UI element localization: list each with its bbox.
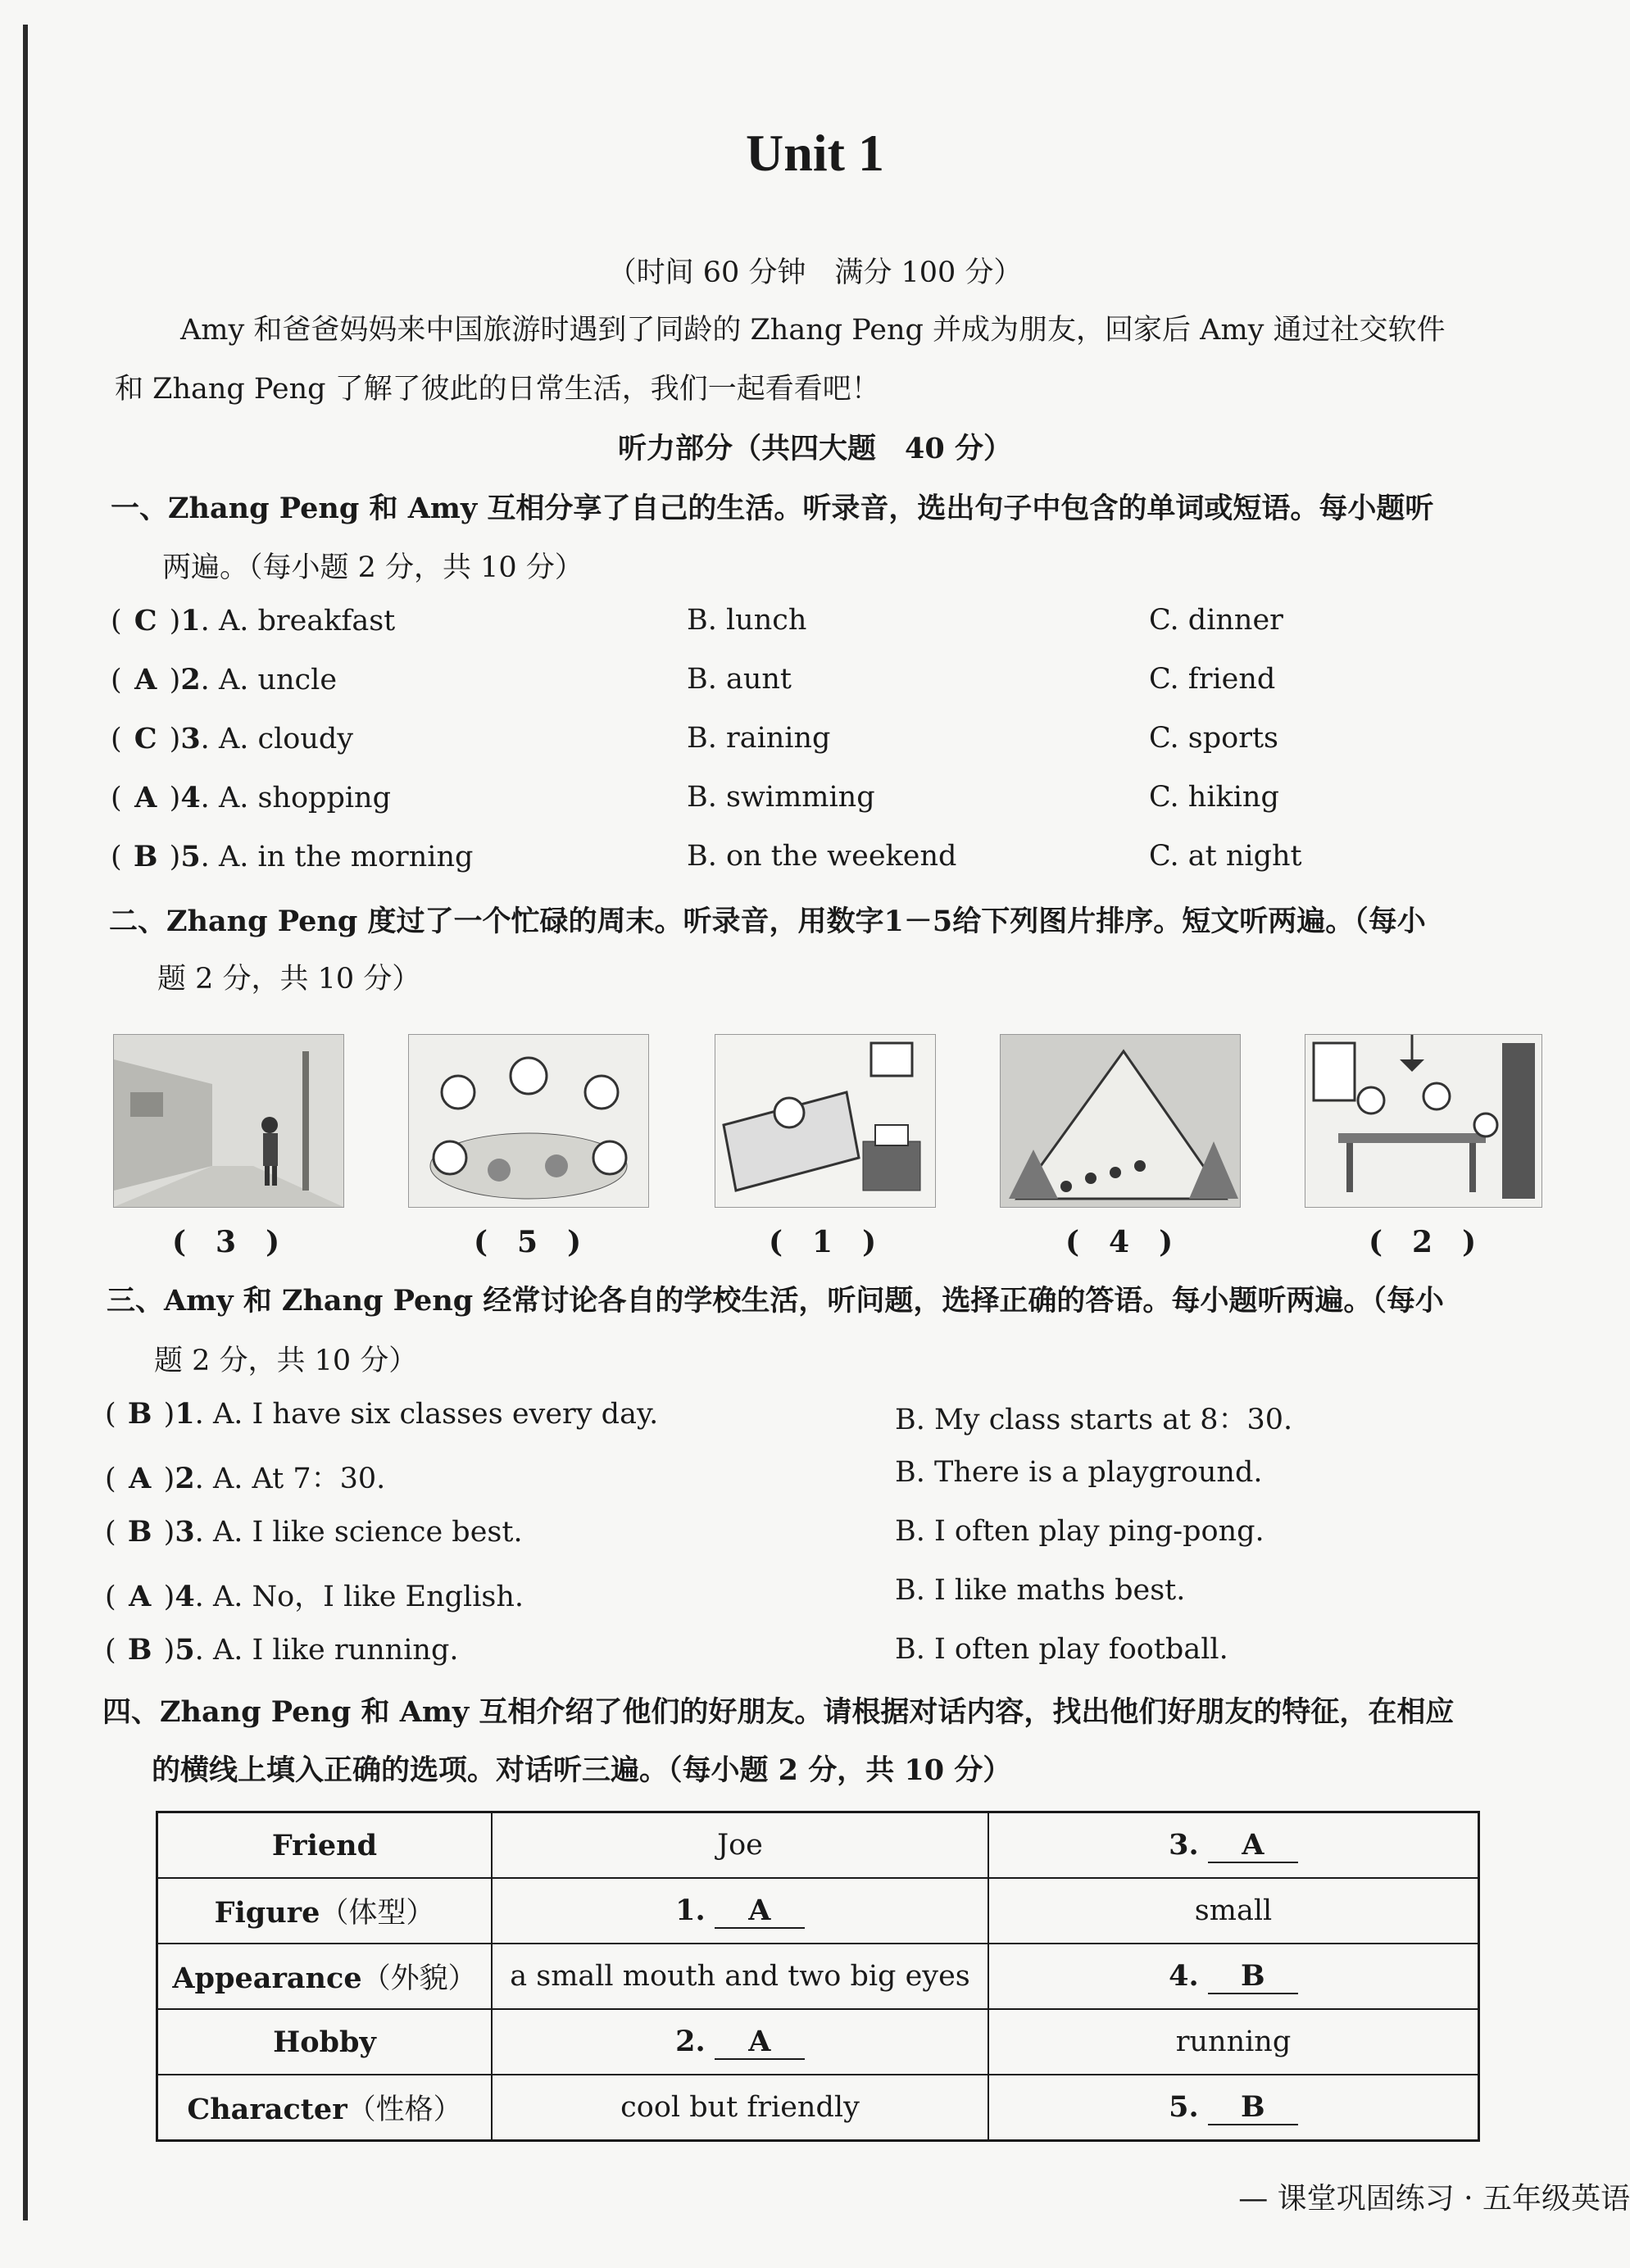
section3-instruction-1: 三、Amy 和 Zhang Peng 经常讨论各自的学校生活，听问题，选择正确的答语。每小题听两遍。（每小 — [107, 1284, 1444, 1318]
table-row — [157, 1812, 1479, 1879]
option-b: B. I often play ping-pong. — [895, 1515, 1264, 1548]
option-b: B. raining — [687, 722, 831, 755]
section1-instruction-1: 一、Zhang Peng 和 Amy 互相分享了自己的生活。听录音，选出句子中包含的单词或短语。每小题听 — [111, 492, 1434, 525]
picture-order-answer: ( 5 ) — [474, 1225, 582, 1259]
row-header-en: Character — [187, 2093, 347, 2126]
table-row — [157, 2009, 1479, 2075]
question-number: 3 — [180, 722, 201, 755]
picnic-friends-picture — [408, 1034, 649, 1208]
dinner-table-icon — [1305, 1035, 1541, 1207]
table-row — [157, 1878, 1479, 1944]
answer-bracket: ( B )1. A. I have six classes every day. — [105, 1397, 659, 1431]
row-header-cn: （体型） — [320, 1897, 435, 1930]
answer-choice: A — [134, 781, 157, 814]
answer-choice: B — [133, 840, 158, 873]
answer-choice: B — [127, 1397, 152, 1431]
answer-bracket: ( A )2. A. At 7：30. — [105, 1462, 386, 1495]
row-header — [157, 1944, 493, 2009]
answer-choice: C — [134, 722, 157, 755]
table-cell — [492, 2009, 988, 2075]
binding-rule — [23, 25, 28, 2220]
intro-line-1: Amy 和爸爸妈妈来中国旅游时遇到了同龄的 Zhang Peng 并成为朋友，回家后 Amy 通过社交软件 — [180, 314, 1446, 347]
bed-clock-icon — [715, 1035, 935, 1207]
order-number: 3 — [216, 1225, 237, 1259]
section2-instruction-1: 二、Zhang Peng 度过了一个忙碌的周末。听录音，用数字1－5给下列图片排序。短文听两遍。（每小 — [109, 905, 1426, 938]
picture-order-answer: ( 1 ) — [769, 1225, 877, 1259]
option-c: C. sports — [1149, 722, 1278, 755]
section2-instruction-2: 题 2 分，共 10 分） — [157, 963, 421, 996]
fill-in-answer: A — [715, 1894, 805, 1929]
table-cell — [988, 1878, 1479, 1944]
time-info: （时间 60 分钟 满分 100 分） — [607, 256, 1023, 289]
order-number: 4 — [1109, 1225, 1130, 1259]
picture-order-answer: ( 2 ) — [1369, 1225, 1477, 1259]
order-number: 1 — [812, 1225, 833, 1259]
option-c: C. friend — [1149, 663, 1276, 696]
option-a: A. cloudy — [218, 723, 354, 755]
option-c: C. dinner — [1149, 604, 1283, 637]
row-header-en: Figure — [214, 1896, 320, 1930]
blank-number: 5. — [1169, 2089, 1199, 2124]
answer-choice: A — [129, 1462, 152, 1495]
option-a: A. At 7：30. — [212, 1463, 386, 1495]
option-b: B. lunch — [687, 604, 807, 637]
mountain-hiking-picture — [1000, 1034, 1241, 1208]
option-a: A. breakfast — [218, 605, 396, 637]
table-cell — [492, 1812, 988, 1879]
friends-table — [156, 1811, 1480, 2142]
intro-line-2: 和 Zhang Peng 了解了彼此的日常生活，我们一起看看吧！ — [115, 373, 880, 406]
row-header-en: Hobby — [273, 2025, 376, 2059]
option-a: A. I have six classes every day. — [212, 1398, 659, 1431]
cell-text: Joe — [717, 1829, 763, 1862]
option-b: B. swimming — [687, 781, 875, 814]
question-number: 4 — [180, 781, 201, 814]
question-number: 3 — [175, 1515, 195, 1549]
cell-text: running — [1175, 2025, 1292, 2058]
row-header-en: Friend — [271, 1828, 378, 1862]
blank-number: 1. — [675, 1893, 706, 1927]
family-dinner-picture — [1305, 1034, 1542, 1208]
table-row — [157, 2075, 1479, 2141]
picnic-icon — [409, 1035, 648, 1207]
option-a: A. No，I like English. — [212, 1581, 524, 1613]
fill-in-answer: B — [1208, 1960, 1298, 1994]
cell-text: cool but friendly — [620, 2091, 860, 2124]
answer-choice: B — [127, 1633, 152, 1667]
option-b: B. I often play football. — [895, 1633, 1228, 1666]
row-header — [157, 1812, 493, 1879]
answer-bracket: ( A )4. A. shopping — [111, 781, 391, 814]
row-header-cn: （性格） — [347, 2093, 462, 2126]
section3-instruction-2: 题 2 分，共 10 分） — [154, 1345, 418, 1377]
answer-bracket: ( C )1. A. breakfast — [111, 604, 396, 637]
section4-instruction-2: 的横线上填入正确的选项。对话听三遍。（每小题 2 分，共 10 分） — [152, 1753, 1012, 1787]
cell-text: a small mouth and two big eyes — [510, 1960, 970, 1993]
row-header — [157, 2009, 493, 2075]
row-header — [157, 1878, 493, 1944]
option-a: A. I like running. — [212, 1634, 459, 1667]
blank-number: 3. — [1169, 1827, 1199, 1862]
picture-order-answer: ( 3 ) — [172, 1225, 280, 1259]
fill-in-answer: A — [1208, 1829, 1298, 1863]
option-b: B. There is a playground. — [895, 1456, 1263, 1489]
option-c: C. hiking — [1149, 781, 1279, 814]
table-cell — [988, 1812, 1479, 1879]
cell-text: small — [1194, 1894, 1273, 1927]
row-header-cn: （外貌） — [361, 1962, 477, 1995]
mountain-icon — [1001, 1035, 1240, 1207]
question-number: 5 — [175, 1633, 195, 1667]
option-c: C. at night — [1149, 840, 1302, 873]
question-number: 1 — [180, 604, 201, 637]
fill-in-answer: A — [715, 2025, 805, 2060]
listening-header: 听力部分（共四大题 40 分） — [618, 432, 1012, 465]
picture-order-answer: ( 4 ) — [1065, 1225, 1174, 1259]
option-a: A. in the morning — [218, 841, 474, 873]
sleeping-bed-picture — [715, 1034, 936, 1208]
table-cell — [492, 2075, 988, 2141]
answer-bracket: ( A )2. A. uncle — [111, 663, 338, 696]
question-number: 5 — [180, 840, 201, 873]
option-b: B. on the weekend — [687, 840, 957, 873]
option-a: A. uncle — [218, 664, 338, 696]
answer-choice: A — [134, 663, 157, 696]
page-title: Unit 1 — [746, 124, 884, 182]
question-number: 4 — [175, 1580, 195, 1613]
question-number: 2 — [180, 663, 201, 696]
answer-choice: C — [134, 604, 157, 637]
answer-bracket: ( B )3. A. I like science best. — [105, 1515, 523, 1549]
answer-bracket: ( B )5. A. in the morning — [111, 840, 474, 873]
order-number: 2 — [1412, 1225, 1433, 1259]
blank-number: 4. — [1169, 1958, 1199, 1993]
question-number: 1 — [175, 1397, 195, 1431]
answer-choice: A — [129, 1580, 152, 1613]
table-cell — [492, 1944, 988, 2009]
table-cell — [988, 2075, 1479, 2141]
row-header-en: Appearance — [172, 1962, 362, 1995]
option-a: A. shopping — [218, 782, 391, 814]
option-b: B. I like maths best. — [895, 1574, 1186, 1607]
blank-number: 2. — [675, 2024, 706, 2058]
street-walk-picture — [113, 1034, 344, 1208]
answer-bracket: ( B )5. A. I like running. — [105, 1633, 459, 1667]
table-cell — [492, 1878, 988, 1944]
answer-bracket: ( C )3. A. cloudy — [111, 722, 354, 755]
order-number: 5 — [517, 1225, 538, 1259]
answer-bracket: ( A )4. A. No，I like English. — [105, 1580, 524, 1613]
table-row — [157, 1944, 1479, 2009]
option-b: B. My class starts at 8：30. — [895, 1404, 1293, 1436]
row-header — [157, 2075, 493, 2141]
fill-in-answer: B — [1208, 2091, 1298, 2125]
section4-instruction-1: 四、Zhang Peng 和 Amy 互相介绍了他们的好朋友。请根据对话内容，找出他们好朋友的特征，在相应 — [102, 1695, 1455, 1729]
option-b: B. aunt — [687, 663, 792, 696]
option-a: A. I like science best. — [212, 1516, 523, 1549]
page-footer: — 课堂巩固练习 · 五年级英语 — [1238, 2182, 1630, 2216]
table-cell — [988, 1944, 1479, 2009]
section1-instruction-2: 两遍。（每小题 2 分，共 10 分） — [162, 551, 583, 584]
street-walk-icon — [114, 1035, 343, 1207]
question-number: 2 — [175, 1462, 195, 1495]
answer-choice: B — [127, 1515, 152, 1549]
table-cell — [988, 2009, 1479, 2075]
